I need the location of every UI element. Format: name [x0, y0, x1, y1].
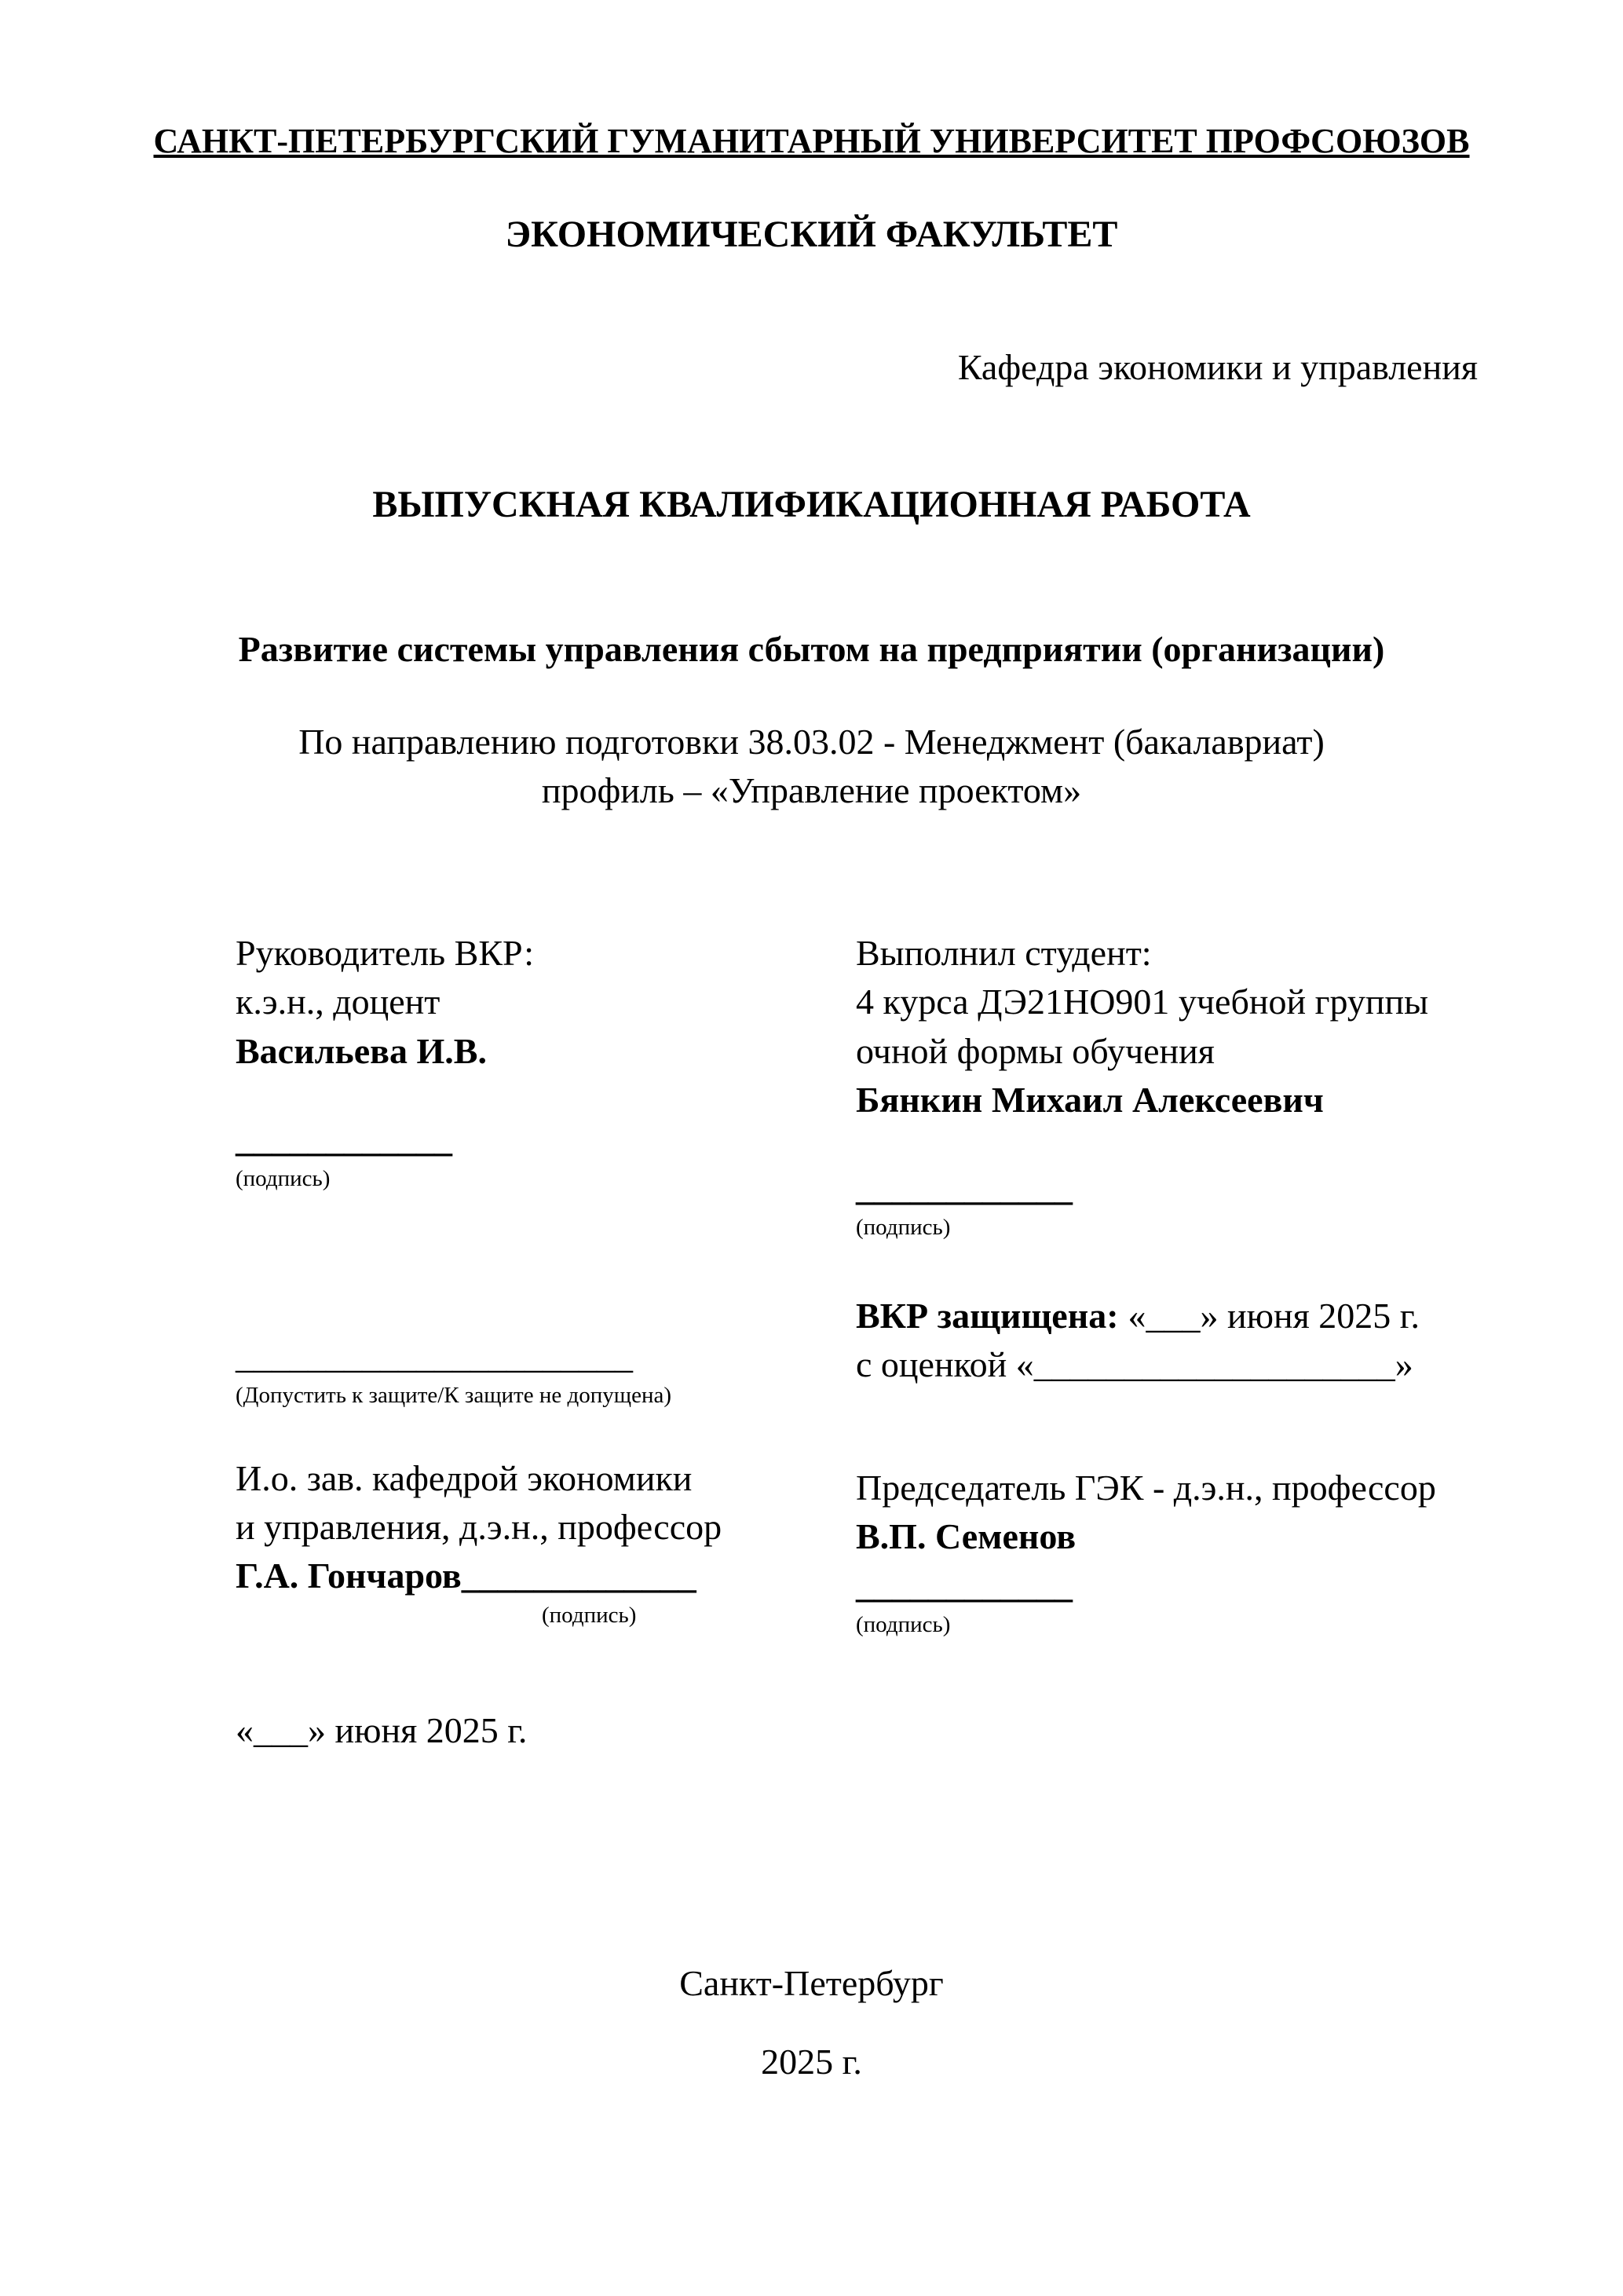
student-signature-caption: (подпись): [856, 1214, 951, 1240]
faculty-name: ЭКОНОМИЧЕСКИЙ ФАКУЛЬТЕТ: [505, 214, 1118, 256]
university-name-text: САНКТ-ПЕТЕРБУРГСКИЙ ГУМАНИТАРНЫЙ УНИВЕРСИТЕТ ПРОФСОЮЗОВ: [153, 122, 1470, 160]
university-name: [0, 0, 1623, 164]
thesis-title: Развитие системы управления сбытом на предприятии (организации): [238, 629, 1385, 670]
supervisor-signature-caption: (подпись): [236, 1165, 331, 1191]
department-head-name: Г.А. Гончаров: [236, 1556, 462, 1596]
student-name: Бянкин Михаил Алексеевич: [856, 1079, 1324, 1120]
supervisor-column: [236, 929, 856, 1754]
defense-block: [856, 1292, 1470, 1389]
student-form: очной формы обучения: [856, 1030, 1215, 1071]
profile-line: профиль – «Управление проектом»: [541, 770, 1082, 811]
work-type-heading: ВЫПУСКНАЯ КВАЛИФИКАЦИОННАЯ РАБОТА: [372, 484, 1251, 526]
program-line: По направлению подготовки 38.03.02 - Менеджмент (бакалавриат): [298, 722, 1325, 762]
supervisor-label: Руководитель ВКР:: [236, 933, 535, 974]
department-head-signature-row: [236, 1552, 856, 1600]
admission-line: ______________________: [236, 1335, 633, 1376]
footer: [0, 1959, 1623, 2086]
student-group: 4 курса ДЭ21НО901 учебной группы: [856, 982, 1429, 1022]
footer-city: Санкт-Петербург: [679, 1963, 944, 2003]
signature-columns: [236, 929, 1470, 1754]
supervisor-degree: к.э.н., доцент: [236, 982, 440, 1022]
student-column: [856, 929, 1470, 1640]
chairman-signature-line: ____________: [856, 1565, 1073, 1606]
chairman-signature-caption: (подпись): [856, 1612, 951, 1638]
admission-caption: (Допустить к защите/К защите не допущена): [236, 1382, 672, 1408]
chairman-name: В.П. Семенов: [856, 1516, 1077, 1557]
chairman-block: [856, 1464, 1470, 1640]
department-head-line2: и управления, д.э.н., профессор: [236, 1507, 722, 1548]
defense-label: ВКР защищена:: [856, 1295, 1119, 1336]
student-signature-line: ____________: [856, 1167, 1073, 1208]
department-head-line1: И.о. зав. кафедрой экономики: [236, 1458, 693, 1499]
supervisor-name: Васильева И.В.: [236, 1030, 487, 1071]
footer-year: 2025 г.: [761, 2042, 862, 2082]
department-head-signature-caption: (подпись): [542, 1603, 637, 1629]
approval-date-line: «___» июня 2025 г.: [236, 1709, 528, 1750]
department-head-block: [236, 1454, 856, 1631]
department-head-underscores: _____________: [461, 1556, 696, 1596]
student-label: Выполнил студент:: [856, 933, 1152, 974]
department-name: Кафедра экономики и управления: [957, 347, 1478, 388]
grade-line: с оценкой «____________________»: [856, 1344, 1413, 1385]
defense-date: «___» июня 2025 г.: [1128, 1295, 1420, 1336]
chairman-title: Председатель ГЭК - д.э.н., профессор: [856, 1468, 1436, 1508]
defense-date-row: [856, 1292, 1470, 1340]
supervisor-signature-line: ____________: [236, 1118, 452, 1159]
